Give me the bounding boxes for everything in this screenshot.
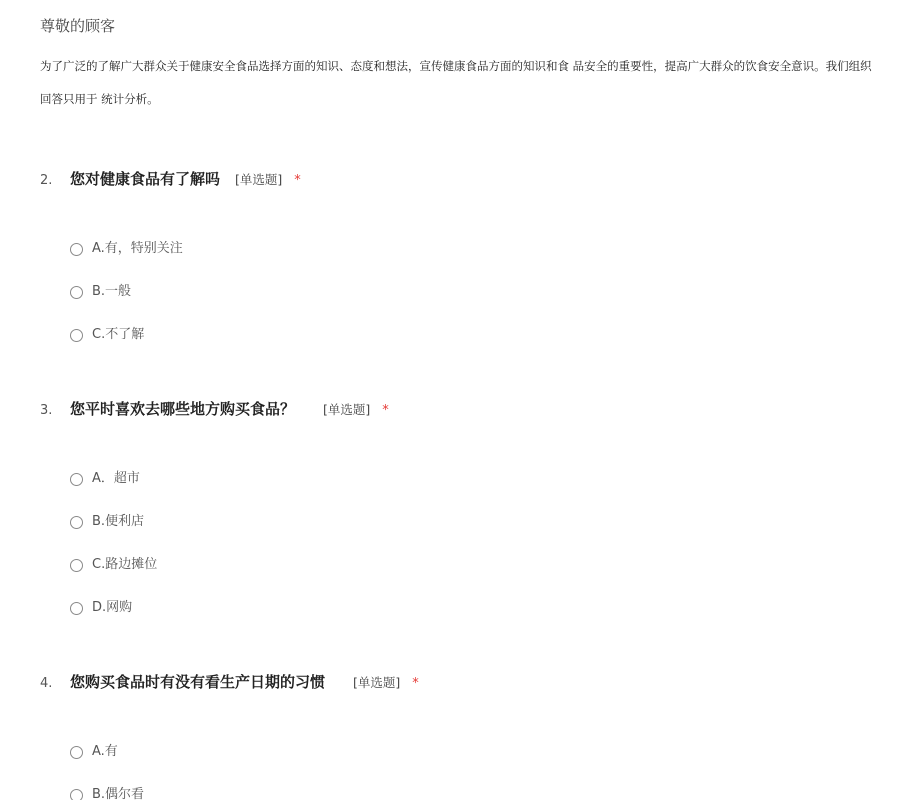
- q2-option-c[interactable]: [70, 326, 144, 344]
- option-label: C.不了解: [92, 327, 145, 342]
- radio-button[interactable]: [70, 473, 83, 486]
- radio-button[interactable]: [70, 559, 83, 572]
- option-label: A.有: [92, 744, 118, 759]
- radio-button[interactable]: [70, 746, 83, 759]
- radio-button[interactable]: [70, 602, 83, 615]
- option-label: C.路边摊位: [92, 557, 158, 572]
- question-number: 3.: [40, 403, 53, 418]
- intro-text-line-2: 回答只用于 统计分析。: [40, 92, 159, 106]
- option-label: B.便利店: [92, 514, 145, 529]
- q3-option-c[interactable]: [70, 556, 157, 574]
- option-label: B.一般: [92, 284, 132, 299]
- greeting-heading: 尊敬的顾客: [40, 17, 116, 35]
- radio-button[interactable]: [70, 516, 83, 529]
- radio-button[interactable]: [70, 286, 83, 299]
- question-2-title: [40, 168, 301, 190]
- question-number: 4.: [40, 676, 53, 691]
- question-type-label: [单选题]: [353, 675, 401, 690]
- q2-option-b[interactable]: [70, 283, 131, 301]
- q4-option-a[interactable]: [70, 743, 118, 761]
- question-number: 2.: [40, 173, 53, 188]
- required-asterisk: *: [412, 676, 419, 691]
- radio-button[interactable]: [70, 329, 83, 342]
- q3-option-a[interactable]: [70, 470, 140, 488]
- radio-button[interactable]: [70, 243, 83, 256]
- question-type-label: [单选题]: [323, 402, 371, 417]
- option-label: A.有，特别关注: [92, 241, 183, 256]
- q3-option-d[interactable]: [70, 599, 132, 617]
- option-label: A．超市: [92, 471, 140, 486]
- radio-button[interactable]: [70, 789, 83, 800]
- q3-option-b[interactable]: [70, 513, 144, 531]
- intro-text-line-1: 为了广泛的了解广大群众关于健康安全食品选择方面的知识、态度和想法，宣传健康食品方面的知识和食 品安全的重要性，提高广大群众的饮食安全意识。我们组织: [40, 59, 872, 73]
- question-text: 您对健康食品有了解吗: [70, 170, 221, 188]
- question-text: 您平时喜欢去哪些地方购买食品？: [70, 400, 296, 418]
- q2-option-a[interactable]: [70, 240, 183, 258]
- required-asterisk: *: [382, 403, 389, 418]
- question-4-title: [40, 671, 419, 693]
- question-text: 您购买食品时有没有看生产日期的习惯: [70, 673, 326, 691]
- option-label: B.偶尔看: [92, 787, 145, 800]
- question-type-label: [单选题]: [235, 172, 283, 187]
- option-label: D.网购: [92, 600, 133, 615]
- q4-option-b[interactable]: [70, 786, 144, 800]
- required-asterisk: *: [294, 173, 301, 188]
- question-3-title: [40, 398, 389, 420]
